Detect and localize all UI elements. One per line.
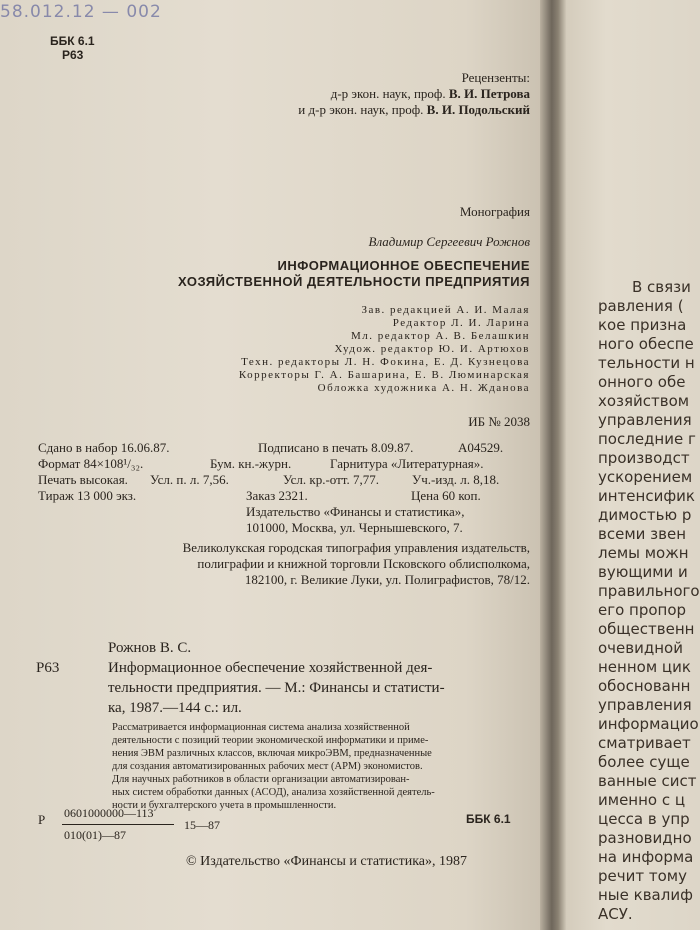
imprint-line: Усл. кр.-отт. 7,77. [283, 472, 380, 487]
right-page-line: цесса в упр [598, 810, 690, 828]
credit-line: Мл. редактор А. В. Белашкин [350, 330, 530, 342]
catalog-bbk: ББК 6.1 [466, 812, 511, 826]
catalog-code: Р63 [36, 660, 60, 676]
right-page-line: информацио [598, 715, 699, 733]
copyright: © Издательство «Финансы и статистика», 1987 [186, 854, 468, 869]
credit-line: Худож. редактор Ю. И. Артюхов [334, 343, 530, 355]
right-page-line: АСУ. [598, 905, 633, 923]
credit-line: Обложка художника А. Н. Жданова [317, 382, 530, 394]
imprint-line: Усл. п. л. 7,56. [150, 472, 229, 487]
right-page-line: последние г [598, 430, 696, 448]
handwritten-shelfmark: 58.012.12 — 002 [0, 2, 162, 22]
imprint-line: Уч.-изд. л. 8,18. [412, 472, 500, 487]
right-page-line: интенсифик [598, 487, 695, 505]
bbk-code: ББК 6.1 [50, 34, 95, 48]
right-page-line: сматривает [598, 734, 691, 752]
imprint-line: Печать высокая. [38, 472, 128, 487]
right-page-line: речит тому [598, 867, 687, 885]
annotation-line: Рассматривается информационная система анализа хозяйственной [112, 722, 410, 733]
right-page-line: лемы можн [598, 544, 689, 562]
imprint-line: Бум. кн.-журн. [210, 456, 292, 471]
right-page-line: всеми звен [598, 525, 687, 543]
catalog-entry-line: ка, 1987.—144 с.: ил. [108, 700, 242, 716]
right-page-line: ускорением [598, 468, 693, 486]
ib-number: ИБ № 2038 [468, 414, 530, 429]
annotation-line: ности и бухгалтерского учета в промышленности. [112, 800, 337, 811]
catalog-entry-line: Информационное обеспечение хозяйственной дея- [108, 660, 433, 676]
right-page-line: онного обе [598, 373, 686, 391]
credit-line: Зав. редакцией А. И. Малая [361, 304, 530, 316]
right-page-line: кое призна [598, 316, 687, 334]
author-full-name: Владимир Сергеевич Рожнов [368, 234, 530, 249]
genre: Монография [459, 204, 530, 219]
imprint-line: Тираж 13 000 экз. [38, 488, 137, 503]
right-page-line: на информа [598, 848, 694, 866]
imprint-line: Издательство «Финансы и статистика», [246, 504, 465, 519]
right-page-line: ного обеспе [598, 335, 694, 353]
right-page-line: хозяйством [598, 392, 690, 410]
imprint-line: А04529. [458, 440, 504, 455]
right-page-line: производст [598, 449, 690, 467]
right-page-line: управления [598, 411, 692, 429]
right-page-line: ные квалиф [598, 886, 693, 904]
right-page-line: очевидной [598, 639, 683, 657]
right-page-line: именно с ц [598, 791, 686, 809]
fraction-suffix: 15—87 [184, 818, 220, 832]
book-gutter [540, 0, 566, 930]
catalog-entry-line: тельности предприятия. — М.: Финансы и статисти- [108, 680, 445, 696]
imprint-line: 101000, Москва, ул. Чернышевского, 7. [246, 520, 463, 535]
author-mark: Р63 [62, 48, 84, 62]
right-page-line: равления ( [598, 297, 684, 315]
annotation-line: ных систем обработки данных (АСОД), анализа хозяйственной деятель- [112, 787, 435, 798]
right-page-line: более суще [598, 753, 690, 771]
right-page-line: управления [598, 696, 692, 714]
printer-line: полиграфии и книжной торговли Псковского облисполкома, [197, 556, 530, 571]
printer-line: 182100, г. Великие Луки, ул. Полиграфистов, 78/12. [244, 572, 530, 587]
printer-line: Великолукская городская типография управления издательств, [182, 540, 530, 555]
annotation-line: Для научных работников в области организации автоматизирован- [112, 774, 410, 785]
imprint-line: Сдано в набор 16.06.87. [38, 440, 170, 455]
right-page-line: В связи [632, 278, 691, 296]
right-page-line: димостью р [598, 506, 692, 524]
book-title-line-2: ХОЗЯЙСТВЕННОЙ ДЕЯТЕЛЬНОСТИ ПРЕДПРИЯТИЯ [178, 274, 530, 289]
imprint-line: Заказ 2321. [246, 488, 308, 503]
annotation-line: деятельности с позиций теории экономической информатики и приме- [112, 735, 429, 746]
right-page-line: вующими и [598, 563, 688, 581]
imprint-line: Формат 84×108¹/₃₂. [38, 456, 144, 471]
right-page [566, 0, 700, 930]
right-page-line: обоснованн [598, 677, 691, 695]
right-page-line: его пропор [598, 601, 687, 619]
right-page-line: тельности н [598, 354, 695, 372]
imprint-line: Цена 60 коп. [411, 488, 481, 503]
credit-line: Техн. редакторы Л. Н. Фокина, Е. Д. Кузнецова [241, 356, 530, 368]
credit-line: Корректоры Г. А. Башарина, Е. В. Люминарская [238, 369, 530, 381]
reviewer-2: и д-р экон. наук, проф. В. И. Подольский [298, 102, 530, 117]
catalog-author: Рожнов В. С. [108, 640, 192, 656]
right-page-line: разновидно [598, 829, 692, 847]
reviewer-1: д-р экон. наук, проф. В. И. Петрова [330, 86, 530, 101]
fraction-p: Р [38, 812, 46, 827]
book-title-line-1: ИНФОРМАЦИОННОЕ ОБЕСПЕЧЕНИЕ [277, 258, 530, 273]
credit-line: Редактор Л. И. Ларина [392, 317, 530, 329]
annotation-line: для создания автоматизированных рабочих мест (АРМ) экономистов. [112, 761, 423, 772]
imprint-line: Гарнитура «Литературная». [330, 456, 484, 471]
right-page-line: ненном цик [598, 658, 691, 676]
reviewers-heading: Рецензенты: [461, 70, 530, 85]
imprint-line: Подписано в печать 8.09.87. [258, 440, 414, 455]
right-page-line: ванные сист [598, 772, 697, 790]
annotation-line: нения ЭВМ различных классов, включая микроЭВМ, предназначенные [112, 748, 432, 759]
fraction-bar [62, 824, 174, 825]
right-page-line: общественн [598, 620, 695, 638]
fraction-numerator: 0601000000—113 [64, 806, 154, 820]
fraction-denominator: 010(01)—87 [64, 828, 126, 842]
right-page-line: правильного [598, 582, 700, 600]
